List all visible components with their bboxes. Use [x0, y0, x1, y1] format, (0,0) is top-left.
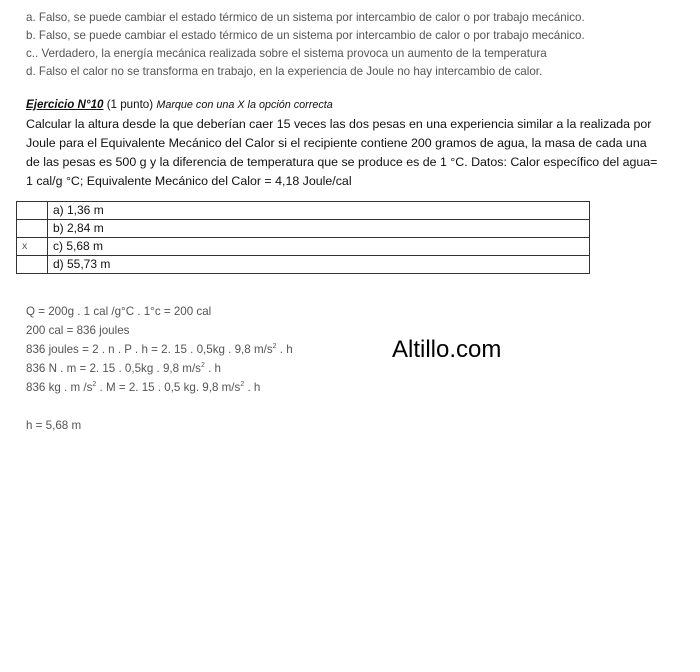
option-row[interactable]	[17, 202, 590, 220]
answer-line-d: d. Falso el calor no se transforma en trabajo, en la experiencia de Joule no hay intercambio de calor.	[26, 65, 543, 78]
exercise-header	[26, 98, 333, 111]
option-mark[interactable]	[17, 202, 48, 220]
options-table	[16, 201, 590, 274]
statement-line: Joule para el Equivalente Mecánico del Calor si el recipiente contiene 200 gramos de agua, la masa de cada una	[26, 136, 647, 150]
option-text: c) 5,68 m	[48, 238, 590, 256]
answer-line-a: a. Falso, se puede cambiar el estado térmico de un sistema por intercambio de calor o por trabajo mecánico.	[26, 11, 585, 24]
statement-line: 1 cal/g °C; Equivalente Mecánico del Calor = 4,18 Joule/cal	[26, 174, 352, 188]
option-text: d) 55,73 m	[48, 256, 590, 274]
solution-line-4: 836 N . m = 2. 15 . 0,5kg . 9,8 $m/s^2$ . h	[26, 362, 221, 375]
solution-result: h = 5,68 m	[26, 419, 82, 432]
site-watermark: Altillo.com	[392, 336, 502, 363]
solution-line-2: 200 cal = 836 joules	[26, 324, 130, 337]
option-row[interactable]	[17, 238, 590, 256]
option-text: b) 2,84 m	[48, 220, 590, 238]
exercise-instruction: Marque con una X la opción correcta	[156, 99, 333, 111]
answer-line-c: c.. Verdadero, la energía mecánica realizada sobre el sistema provoca un aumento de la temperatura	[26, 47, 547, 60]
option-row[interactable]	[17, 256, 590, 274]
exercise-points: (1 punto)	[103, 98, 157, 111]
solution-line-1: Q = 200g . 1 cal /g°C . 1°c = 200 cal	[26, 305, 212, 318]
option-mark[interactable]	[17, 256, 48, 274]
statement-line: de las pesas es 500 g y la diferencia de temperatura que se produce es de 1 °C. Datos: Calor específico del agua=	[26, 155, 658, 169]
statement-line: Calcular la altura desde la que deberían caer 15 veces las dos pesas en una experiencia similar a la realizada por	[26, 117, 652, 131]
option-mark[interactable]	[17, 220, 48, 238]
option-text: a) 1,36 m	[48, 202, 590, 220]
option-row[interactable]	[17, 220, 590, 238]
answer-line-b: b. Falso, se puede cambiar el estado térmico de un sistema por intercambio de calor o por trabajo mecánico.	[26, 29, 585, 42]
solution-line-5: 836 kg . m $/s^2$ . M = 2. 15 . 0,5 kg. 9,8 $m/s^2$ . h	[26, 381, 261, 394]
option-mark[interactable]: x	[17, 238, 48, 256]
exercise-title: Ejercicio N°10	[26, 98, 104, 111]
solution-line-3: 836 joules = 2 . n . P . h = 2. 15 . 0,5kg . 9,8 $m/s^2$ . h	[26, 343, 293, 356]
